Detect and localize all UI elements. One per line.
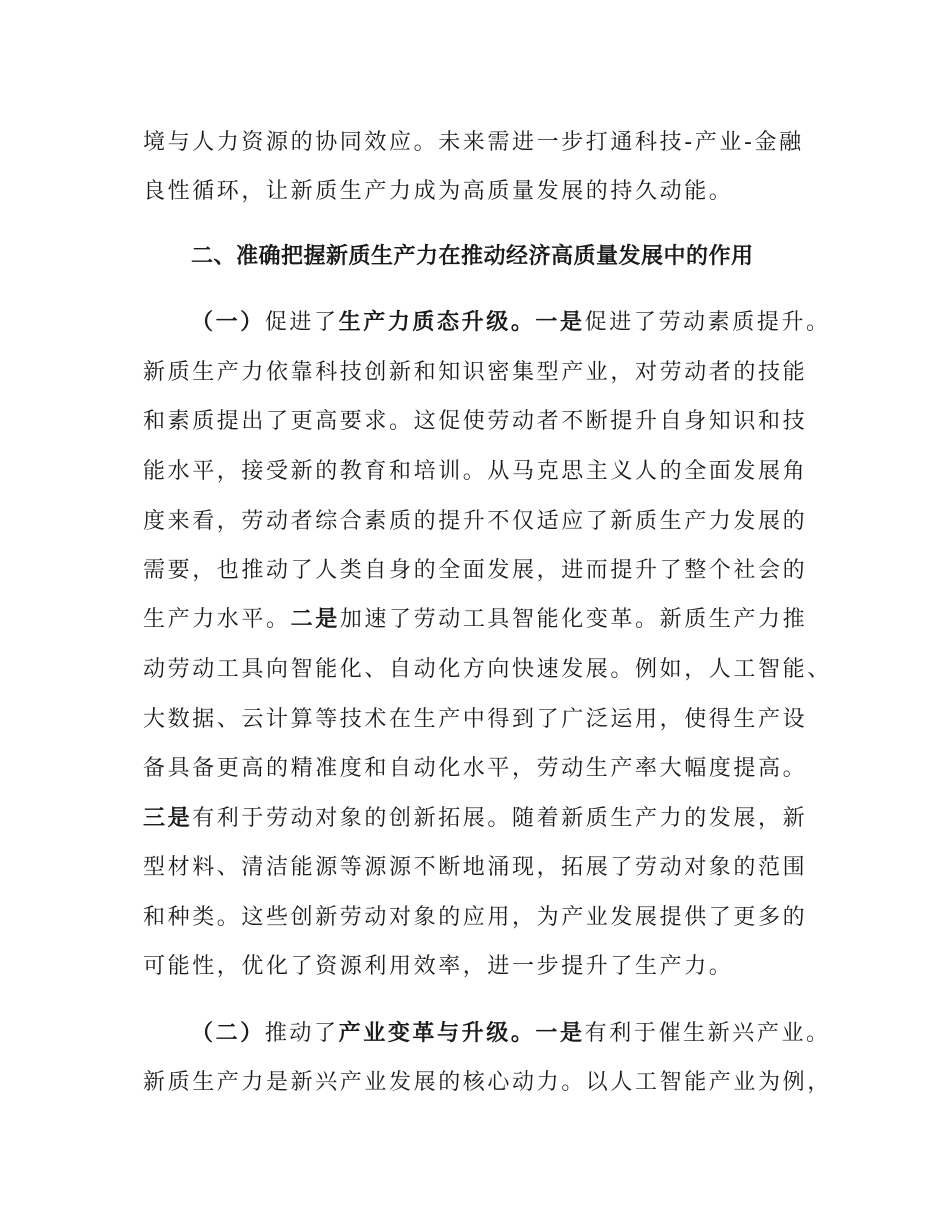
section-heading: 二、准确把握新质生产力在推动经济高质量发展中的作用 xyxy=(191,244,754,269)
text-line xyxy=(143,605,823,635)
text-line xyxy=(143,804,823,834)
text-line: 备具备更高的精准度和自动化水平，劳动生产率大幅度提高。 xyxy=(143,756,808,781)
text-line: 度来看，劳动者综合素质的提升不仅适应了新质生产力发展的 xyxy=(143,509,808,534)
text-line: 大数据、云计算等技术在生产中得到了广泛运用，使得生产设 xyxy=(143,707,808,732)
text-line: 动劳动工具向智能化、自动化方向快速发展。例如，人工智能、 xyxy=(143,657,832,682)
paragraph-2-first-line xyxy=(191,1019,831,1049)
text-line: 和种类。这些创新劳动对象的应用，为产业发展提供了更多的 xyxy=(143,905,808,930)
bold-run: 三是 xyxy=(143,806,193,831)
bold-run: 生产力质态升级。一是 xyxy=(338,310,585,335)
text-line: 境与人力资源的协同效应。未来需进一步打通科技-产业-金融 xyxy=(143,130,804,155)
text-line: 可能性，优化了资源利用效率，进一步提升了生产力。 xyxy=(143,954,734,979)
paragraph-1-first-line xyxy=(191,308,831,338)
text-line: 新质生产力依靠科技创新和知识密集型产业，对劳动者的技能 xyxy=(143,360,808,385)
text-run: 推动了 xyxy=(264,1021,339,1046)
text-run: 促进了劳动素质提升。 xyxy=(584,310,831,335)
text-line: 型材料、清洁能源等源源不断地涌现，拓展了劳动对象的范围 xyxy=(143,855,808,880)
text-run: 有利于劳动对象的创新拓展。随着新质生产力的发展，新 xyxy=(192,806,808,831)
text-line: 新质生产力是新兴产业发展的核心动力。以人工智能产业为例， xyxy=(143,1070,832,1095)
subheading-number: （一） xyxy=(191,310,265,335)
bold-run: 二是 xyxy=(290,607,340,632)
text-run: 有利于催生新兴产业。 xyxy=(584,1021,831,1046)
text-line: 和素质提出了更高要求。这促使劳动者不断提升自身知识和技 xyxy=(143,409,808,434)
subheading-number: （二） xyxy=(191,1021,265,1046)
text-run: 加速了劳动工具智能化变革。新质生产力推 xyxy=(339,607,808,632)
text-run: 促进了 xyxy=(264,310,339,335)
bold-run: 产业变革与升级。一是 xyxy=(338,1021,585,1046)
text-line: 需要，也推动了人类自身的全面发展，进而提升了整个社会的 xyxy=(143,558,808,583)
text-run: 生产力水平。 xyxy=(143,607,291,632)
text-line: 能水平，接受新的教育和培训。从马克思主义人的全面发展角 xyxy=(143,459,808,484)
text-line: 良性循环，让新质生产力成为高质量发展的持久动能。 xyxy=(143,179,734,204)
